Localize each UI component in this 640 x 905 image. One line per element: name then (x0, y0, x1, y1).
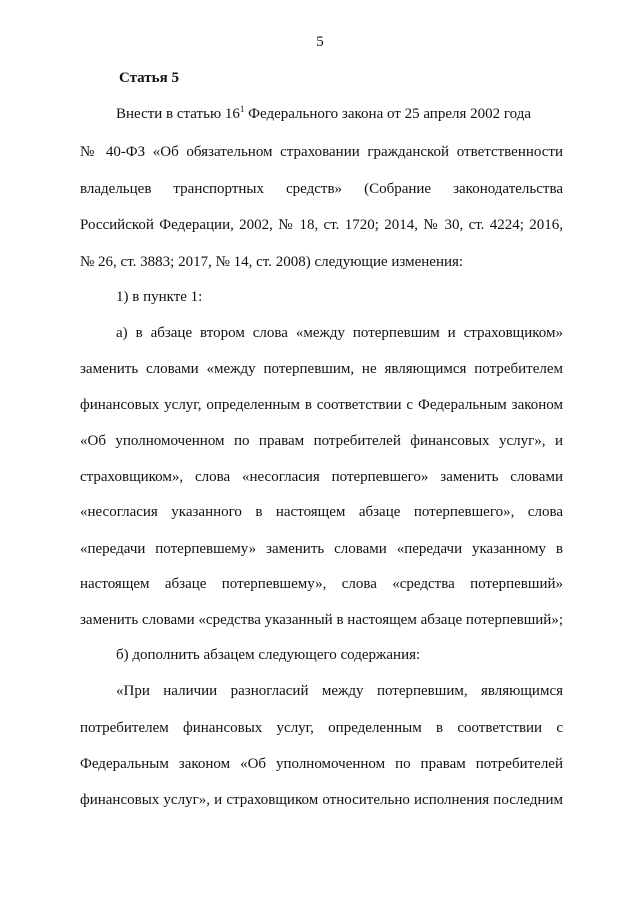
text-line: «передачи потерпевшему» заменить словами «передачи указанному в (80, 541, 563, 557)
text-line: № 40-ФЗ «Об обязательном страховании гражданской ответственности (80, 144, 563, 160)
text-line: 1) в пункте 1: (116, 289, 203, 305)
article-heading: Статья 5 (119, 70, 179, 86)
text-line: № 26, ст. 3883; 2017, № 14, ст. 2008) следующие изменения: (80, 254, 464, 270)
text-line: настоящем абзаце потерпевшему», слова «средства потерпевший» (80, 576, 563, 592)
text-line: Федеральным законом «Об уполномоченном по правам потребителей (80, 756, 563, 772)
text-line: заменить словами «между потерпевшим, не являющимся потребителем (80, 361, 563, 377)
text-line: «При наличии разногласий между потерпевшим, являющимся (116, 683, 563, 699)
text-line: «Об уполномоченном по правам потребителей финансовых услуг», и (80, 433, 563, 449)
text-line: Российской Федерации, 2002, № 18, ст. 1720; 2014, № 30, ст. 4224; 2016, (80, 217, 563, 233)
text-line: потребителем финансовых услуг, определенным в соответствии с (80, 720, 563, 736)
text-fragment: Внести в статью 16 (116, 106, 240, 122)
page-number: 5 (316, 34, 324, 50)
text-line: финансовых услуг, определенным в соответствии с Федеральным законом (80, 397, 563, 413)
text-line: «несогласия указанного в настоящем абзаце потерпевшего», слова (80, 504, 563, 520)
text-line: страховщиком», слова «несогласия потерпевшего» заменить словами (80, 469, 563, 485)
text-line: заменить словами «средства указанный в настоящем абзаце потерпевший»; (80, 612, 563, 628)
text-line (116, 105, 531, 123)
text-fragment: Федерального закона от 25 апреля 2002 года (244, 106, 531, 122)
text-line: а) в абзаце втором слова «между потерпевшим и страховщиком» (116, 325, 563, 341)
text-line: б) дополнить абзацем следующего содержания: (116, 647, 421, 663)
superscript: 1 (239, 104, 245, 114)
text-line: владельцев транспортных средств» (Собрание законодательства (80, 181, 563, 197)
text-line: финансовых услуг», и страховщиком относительно исполнения последним (80, 792, 563, 808)
